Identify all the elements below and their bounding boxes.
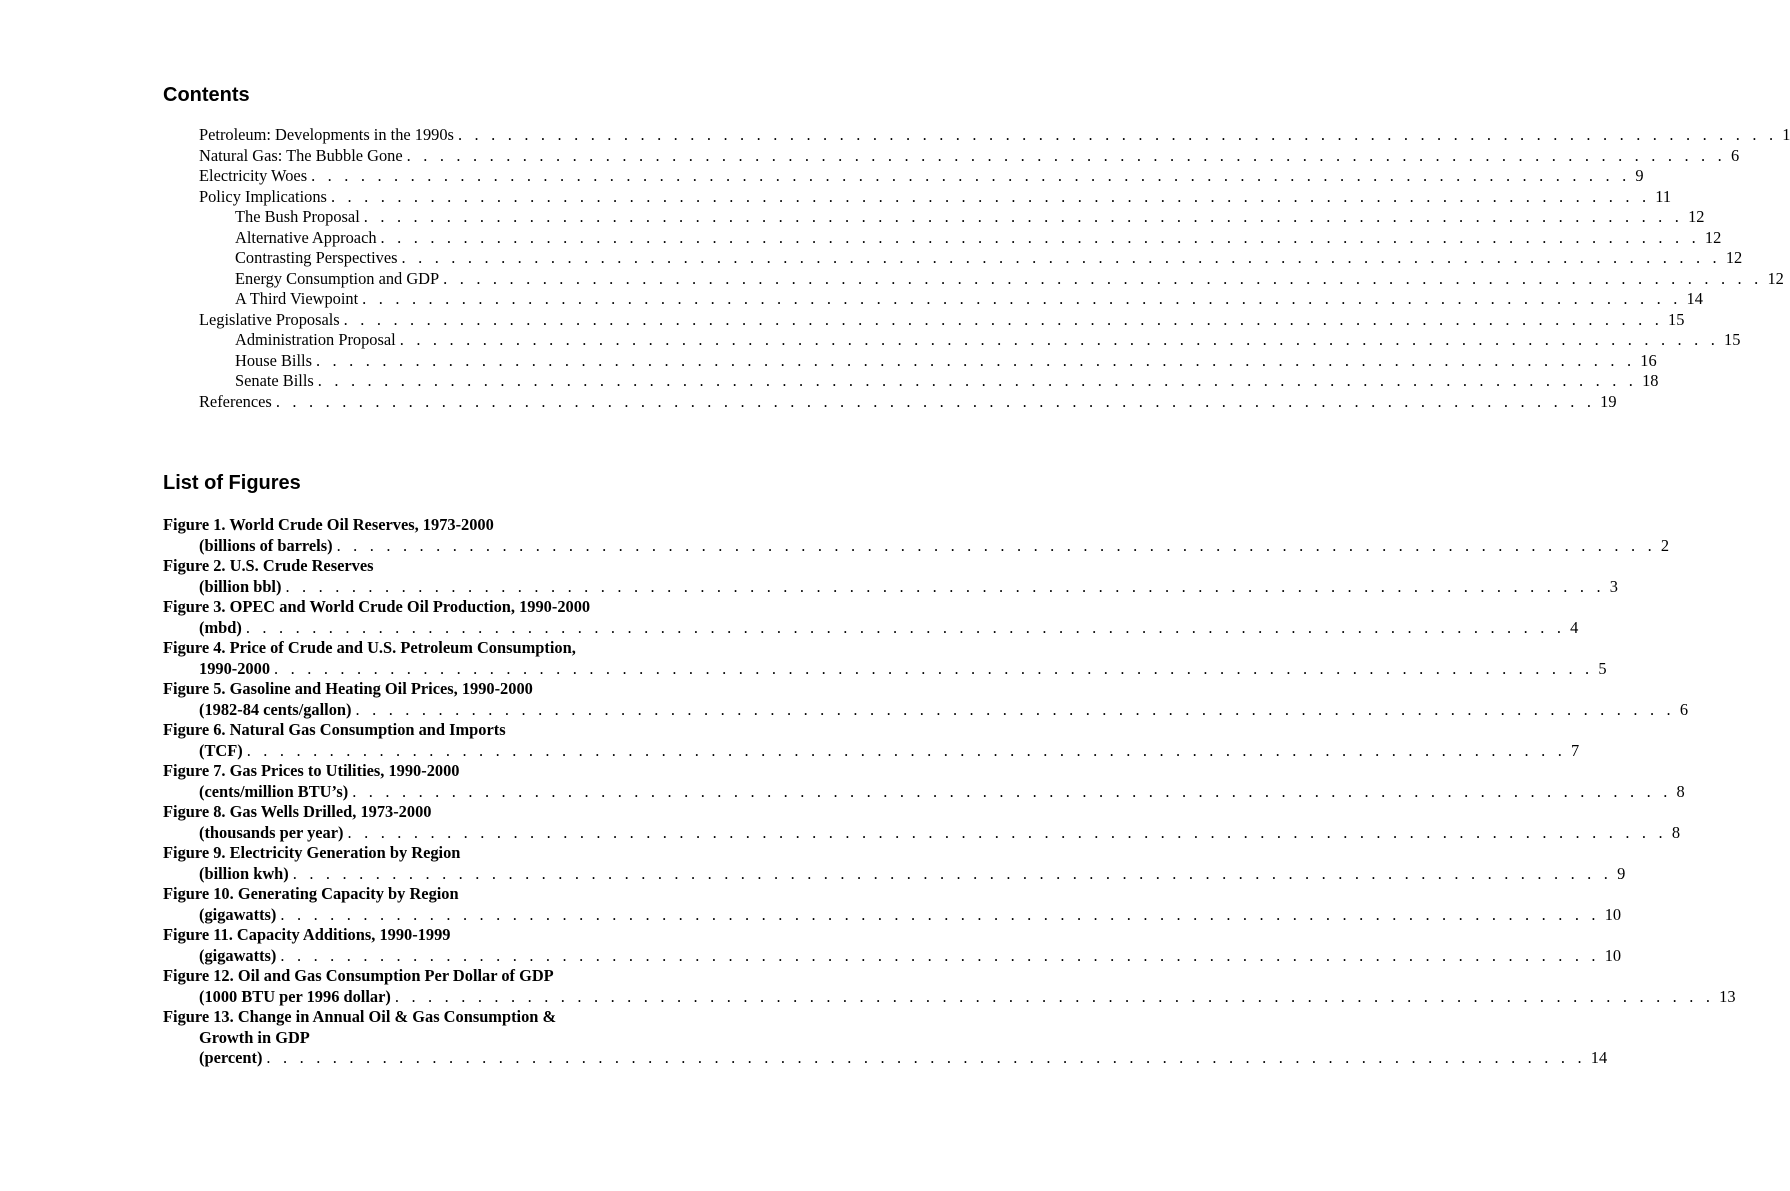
- toc-entry-label: House Bills: [235, 351, 316, 372]
- dot-leader: . . . . . . . . . . . . . . . . . . . . . . . . . . . . . . . . . . . . . . . . . . . . . . . . . . . . . . . . . . . . . . . . . . . . . . . . . . . . . . . .: [330, 186, 1651, 206]
- figure-title: Figure 9. Electricity Generation by Region: [163, 843, 461, 862]
- dot-leader: . . . . . . . . . . . . . . . . . . . . . . . . . . . . . . . . . . . . . . . . . . . . . . . . . . . . . . . . . . . . . . . . . . . . . . . . . . . . . . . .: [347, 822, 1667, 842]
- dot-leader: . . . . . . . . . . . . . . . . . . . . . . . . . . . . . . . . . . . . . . . . . . . . . . . . . . . . . . . . . . . . . . . . . . . . . . . . . . . . . . . .: [457, 125, 1778, 144]
- figure-entry[interactable]: [0, 781, 1685, 803]
- dot-leader: . . . . . . . . . . . . . . . . . . . . . . . . . . . . . . . . . . . . . . . . . . . . . . . . . . . . . . . . . . . . . . . . . . . . . . . . . . . . . . . .: [266, 1048, 1586, 1067]
- figure-title: Figure 4. Price of Crude and U.S. Petroleum Consumption,: [163, 638, 576, 657]
- dot-leader: . . . . . . . . . . . . . . . . . . . . . . . . . . . . . . . . . . . . . . . . . . . . . . . . . . . . . . . . . . . . . . . . . . . . . . . . . . . . . . . .: [401, 248, 1721, 267]
- toc-leader-row: [235, 207, 1705, 228]
- toc-page-number: 14: [1590, 1048, 1608, 1067]
- contents-entry[interactable]: [0, 227, 1722, 249]
- figure-entry[interactable]: [0, 699, 1689, 721]
- toc-page-number: 19: [1600, 391, 1617, 411]
- toc-entry-label: Natural Gas: The Bubble Gone: [199, 146, 407, 167]
- toc-page-number: 15: [1668, 309, 1685, 329]
- contents-heading: Contents: [163, 84, 250, 106]
- figure-title: Figure 1. World Crude Oil Reserves, 1973-2000: [163, 515, 494, 534]
- figure-title: Growth in GDP: [199, 1027, 310, 1047]
- toc-entry-label: (billions of barrels): [199, 536, 337, 557]
- toc-page-number: 8: [1676, 781, 1685, 801]
- figure-title: Figure 6. Natural Gas Consumption and Imports: [163, 720, 506, 739]
- toc-entry-label: Policy Implications: [199, 187, 331, 208]
- toc-entry-label: (percent): [199, 1048, 266, 1069]
- dot-leader: . . . . . . . . . . . . . . . . . . . . . . . . . . . . . . . . . . . . . . . . . . . . . . . . . . . . . . . . . . . . . . . . . . . . . . . . . . . . . . . .: [336, 535, 1656, 555]
- contents-entry[interactable]: [0, 289, 1703, 310]
- figure-title-line: [0, 761, 920, 782]
- figure-title-line: [0, 515, 920, 536]
- toc-entry-label: (gigawatts): [199, 946, 280, 967]
- toc-page-number: 10: [1604, 945, 1622, 965]
- toc-entry-label: Energy Consumption and GDP: [235, 269, 443, 290]
- toc-page-number: 4: [1570, 617, 1579, 637]
- toc-leader-row: [199, 125, 1790, 146]
- dot-leader: . . . . . . . . . . . . . . . . . . . . . . . . . . . . . . . . . . . . . . . . . . . . . . . . . . . . . . . . . . . . . . . . . . . . . . . . . . . . . . . .: [362, 289, 1682, 308]
- figure-title-line: [0, 1007, 920, 1028]
- toc-leader-row: [199, 617, 1579, 639]
- toc-entry-label: (billion bbl): [199, 577, 285, 598]
- dot-leader: . . . . . . . . . . . . . . . . . . . . . . . . . . . . . . . . . . . . . . . . . . . . . . . . . . . . . . . . . . . . . . . . . . . . . . . . . . . . . . . .: [246, 740, 1567, 760]
- toc-page-number: 6: [1679, 699, 1689, 719]
- figure-title: Figure 5. Gasoline and Heating Oil Prices, 1990-2000: [163, 679, 533, 698]
- toc-page-number: 12: [1688, 207, 1705, 226]
- dot-leader: . . . . . . . . . . . . . . . . . . . . . . . . . . . . . . . . . . . . . . . . . . . . . . . . . . . . . . . . . . . . . . . . . . . . . . . . . . . . . . . .: [274, 658, 1594, 678]
- toc-leader-row: [235, 350, 1657, 372]
- contents-entry[interactable]: [0, 350, 1657, 372]
- dot-leader: . . . . . . . . . . . . . . . . . . . . . . . . . . . . . . . . . . . . . . . . . . . . . . . . . . . . . . . . . . . . . . . . . . . . . . . . . . . . . . . .: [315, 350, 1636, 370]
- toc-leader-row: [199, 740, 1580, 762]
- figures-heading: List of Figures: [163, 472, 301, 494]
- toc-leader-row: [199, 904, 1622, 926]
- toc-leader-row: [199, 822, 1681, 844]
- toc-page-number: 1: [1782, 125, 1790, 144]
- toc-entry-label: 1990-2000: [199, 659, 274, 680]
- toc-page-number: 8: [1671, 822, 1681, 842]
- dot-leader: . . . . . . . . . . . . . . . . . . . . . . . . . . . . . . . . . . . . . . . . . . . . . . . . . . . . . . . . . . . . . . . . . . . . . . . . . . . . . . . .: [285, 576, 1605, 596]
- figure-entry[interactable]: [0, 863, 1626, 885]
- toc-page-number: 16: [1640, 350, 1657, 370]
- contents-entry[interactable]: [0, 371, 1659, 392]
- toc-entry-label: Legislative Proposals: [199, 310, 344, 331]
- toc-page-number: 12: [1704, 227, 1722, 247]
- toc-leader-row: [199, 391, 1617, 413]
- toc-leader-row: [199, 699, 1689, 721]
- contents-list: [0, 125, 1790, 412]
- contents-entry[interactable]: [0, 268, 1784, 290]
- figure-title-line: [0, 843, 920, 864]
- toc-entry-label: References: [199, 392, 276, 413]
- figure-entry[interactable]: [0, 945, 1622, 967]
- figure-title-line: [0, 966, 920, 987]
- toc-page-number: 3: [1609, 576, 1618, 596]
- toc-page-number: 7: [1571, 740, 1580, 760]
- dot-leader: . . . . . . . . . . . . . . . . . . . . . . . . . . . . . . . . . . . . . . . . . . . . . . . . . . . . . . . . . . . . . . . . . . . . . . . . . . . . . . . .: [275, 391, 1596, 411]
- figure-title: Figure 7. Gas Prices to Utilities, 1990-2000: [163, 761, 460, 780]
- toc-entry-label: (1000 BTU per 1996 dollar): [199, 987, 395, 1008]
- figure-entry[interactable]: [0, 535, 1670, 557]
- dot-leader: . . . . . . . . . . . . . . . . . . . . . . . . . . . . . . . . . . . . . . . . . . . . . . . . . . . . . . . . . . . . . . . . . . . . . . . . . . . . . . . .: [317, 371, 1638, 390]
- toc-leader-row: [235, 248, 1743, 269]
- toc-page-number: 2: [1660, 535, 1670, 555]
- dot-leader: . . . . . . . . . . . . . . . . . . . . . . . . . . . . . . . . . . . . . . . . . . . . . . . . . . . . . . . . . . . . . . . . . . . . . . . . . . . . . . . .: [394, 986, 1715, 1006]
- toc-entry-label: A Third Viewpoint: [235, 289, 362, 310]
- toc-entry-label: Alternative Approach: [235, 228, 381, 249]
- contents-entry[interactable]: [0, 166, 1644, 187]
- contents-entry[interactable]: [0, 330, 1741, 351]
- figure-entry[interactable]: [0, 904, 1622, 926]
- figure-title-line: [0, 802, 920, 823]
- toc-page-number: 11: [1655, 186, 1672, 206]
- contents-entry[interactable]: [0, 186, 1672, 208]
- toc-page-number: 18: [1642, 371, 1659, 390]
- toc-leader-row: [199, 576, 1618, 598]
- figure-title: Figure 2. U.S. Crude Reserves: [163, 556, 374, 575]
- toc-page-number: 12: [1725, 248, 1743, 267]
- toc-page-number: 15: [1724, 330, 1741, 349]
- toc-page-number: 12: [1767, 268, 1784, 288]
- toc-leader-row: [235, 289, 1703, 310]
- toc-leader-row: [199, 186, 1672, 208]
- contents-entry[interactable]: [0, 391, 1617, 413]
- toc-page-number: 6: [1730, 145, 1740, 165]
- figure-title-line: [0, 1028, 920, 1049]
- toc-leader-row: [199, 945, 1622, 967]
- figure-title-line: [0, 884, 920, 905]
- figure-title-line: [0, 720, 920, 741]
- figure-entry[interactable]: [0, 658, 1607, 680]
- figure-title-line: [0, 925, 920, 946]
- toc-entry-label: (thousands per year): [199, 823, 348, 844]
- toc-entry-label: (mbd): [199, 618, 246, 639]
- dot-leader: . . . . . . . . . . . . . . . . . . . . . . . . . . . . . . . . . . . . . . . . . . . . . . . . . . . . . . . . . . . . . . . . . . . . . . . . . . . . . . . .: [280, 945, 1600, 965]
- toc-entry-label: Administration Proposal: [235, 330, 400, 351]
- toc-leader-row: [199, 309, 1685, 331]
- toc-entry-label: (cents/million BTU’s): [199, 782, 352, 803]
- contents-entry[interactable]: [0, 145, 1740, 167]
- dot-leader: . . . . . . . . . . . . . . . . . . . . . . . . . . . . . . . . . . . . . . . . . . . . . . . . . . . . . . . . . . . . . . . . . . . . . . . . . . . . . . . .: [352, 781, 1672, 801]
- toc-page-number: 14: [1686, 289, 1703, 308]
- toc-entry-label: The Bush Proposal: [235, 207, 364, 228]
- toc-entry-label: (gigawatts): [199, 905, 280, 926]
- toc-entry-label: Petroleum: Developments in the 1990s: [199, 125, 458, 146]
- figure-title-line: [0, 679, 920, 700]
- toc-entry-label: (1982-84 cents/gallon): [199, 700, 356, 721]
- figure-entry[interactable]: [0, 617, 1579, 639]
- toc-leader-row: [199, 166, 1644, 187]
- figure-title: Figure 10. Generating Capacity by Region: [163, 884, 459, 903]
- figure-title: Figure 13. Change in Annual Oil & Gas Consumption &: [163, 1007, 557, 1026]
- toc-entry-label: (TCF): [199, 741, 247, 762]
- contents-entry[interactable]: [0, 248, 1743, 269]
- toc-leader-row: [235, 268, 1784, 290]
- dot-leader: . . . . . . . . . . . . . . . . . . . . . . . . . . . . . . . . . . . . . . . . . . . . . . . . . . . . . . . . . . . . . . . . . . . . . . . . . . . . . . . .: [399, 330, 1720, 349]
- figure-entry[interactable]: [0, 986, 1736, 1008]
- dot-leader: . . . . . . . . . . . . . . . . . . . . . . . . . . . . . . . . . . . . . . . . . . . . . . . . . . . . . . . . . . . . . . . . . . . . . . . . . . . . . . . .: [280, 904, 1600, 924]
- toc-page-number: 9: [1617, 863, 1626, 883]
- toc-page-number: 13: [1719, 986, 1736, 1006]
- toc-page-number: 5: [1598, 658, 1607, 678]
- figure-title-line: [0, 638, 920, 659]
- contents-entry[interactable]: [0, 207, 1705, 228]
- toc-leader-row: [235, 330, 1741, 351]
- figures-list: [0, 515, 1736, 1069]
- toc-leader-row: [199, 863, 1626, 885]
- toc-leader-row: [199, 1048, 1608, 1069]
- toc-entry-label: Contrasting Perspectives: [235, 248, 402, 269]
- toc-leader-row: [235, 227, 1722, 249]
- figure-title-line: [0, 556, 920, 577]
- toc-leader-row: [235, 371, 1659, 392]
- dot-leader: . . . . . . . . . . . . . . . . . . . . . . . . . . . . . . . . . . . . . . . . . . . . . . . . . . . . . . . . . . . . . . . . . . . . . . . . . . . . . . . .: [292, 863, 1613, 883]
- figure-entry[interactable]: [0, 740, 1580, 762]
- toc-entry-label: (billion kwh): [199, 864, 293, 885]
- figure-entry[interactable]: [0, 822, 1681, 844]
- dot-leader: . . . . . . . . . . . . . . . . . . . . . . . . . . . . . . . . . . . . . . . . . . . . . . . . . . . . . . . . . . . . . . . . . . . . . . . . . . . . . . . .: [311, 166, 1631, 185]
- toc-leader-row: [199, 145, 1740, 167]
- figure-title: Figure 3. OPEC and World Crude Oil Production, 1990-2000: [163, 597, 591, 616]
- dot-leader: . . . . . . . . . . . . . . . . . . . . . . . . . . . . . . . . . . . . . . . . . . . . . . . . . . . . . . . . . . . . . . . . . . . . . . . . . . . . . . . .: [406, 145, 1726, 165]
- figure-entry[interactable]: [0, 576, 1618, 598]
- dot-leader: . . . . . . . . . . . . . . . . . . . . . . . . . . . . . . . . . . . . . . . . . . . . . . . . . . . . . . . . . . . . . . . . . . . . . . . . . . . . . . . .: [245, 617, 1566, 637]
- dot-leader: . . . . . . . . . . . . . . . . . . . . . . . . . . . . . . . . . . . . . . . . . . . . . . . . . . . . . . . . . . . . . . . . . . . . . . . . . . . . . . . .: [363, 207, 1684, 226]
- toc-leader-row: [199, 781, 1685, 803]
- toc-leader-row: [199, 535, 1670, 557]
- dot-leader: . . . . . . . . . . . . . . . . . . . . . . . . . . . . . . . . . . . . . . . . . . . . . . . . . . . . . . . . . . . . . . . . . . . . . . . . . . . . . . . .: [355, 699, 1675, 719]
- dot-leader: . . . . . . . . . . . . . . . . . . . . . . . . . . . . . . . . . . . . . . . . . . . . . . . . . . . . . . . . . . . . . . . . . . . . . . . . . . . . . . . .: [343, 309, 1663, 329]
- figure-title: Figure 12. Oil and Gas Consumption Per Dollar of GDP: [163, 966, 554, 985]
- toc-leader-row: [199, 658, 1607, 680]
- figure-title-line: [0, 597, 920, 618]
- toc-leader-row: [199, 986, 1736, 1008]
- toc-page-number: 9: [1635, 166, 1644, 185]
- toc-entry-label: Senate Bills: [235, 371, 318, 392]
- dot-leader: . . . . . . . . . . . . . . . . . . . . . . . . . . . . . . . . . . . . . . . . . . . . . . . . . . . . . . . . . . . . . . . . . . . . . . . . . . . . . . . .: [380, 227, 1700, 247]
- figure-title: Figure 11. Capacity Additions, 1990-1999: [163, 925, 451, 944]
- dot-leader: . . . . . . . . . . . . . . . . . . . . . . . . . . . . . . . . . . . . . . . . . . . . . . . . . . . . . . . . . . . . . . . . . . . . . . . . . . . . . . . .: [443, 268, 1763, 288]
- contents-entry[interactable]: [0, 125, 1790, 146]
- contents-entry[interactable]: [0, 309, 1685, 331]
- toc-entry-label: Electricity Woes: [199, 166, 311, 187]
- figure-title: Figure 8. Gas Wells Drilled, 1973-2000: [163, 802, 432, 821]
- figure-entry[interactable]: [0, 1048, 1608, 1069]
- toc-page-number: 10: [1604, 904, 1622, 924]
